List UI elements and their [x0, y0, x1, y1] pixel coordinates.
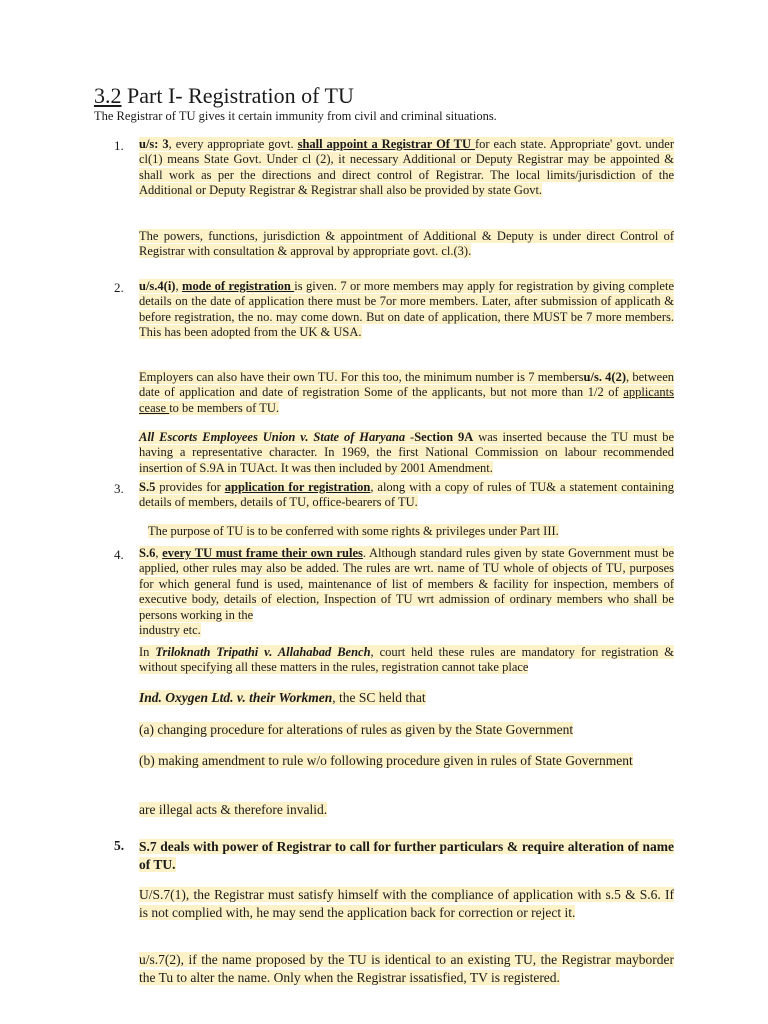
item-5-title: S.7 deals with power of Registrar to call for further particulars & require alteration of name of TU. [139, 839, 674, 872]
section-title: Part I- Registration of TU [121, 83, 354, 108]
section-heading [94, 82, 354, 110]
item-4-para-1: S.6, every TU must frame their own rules. Although standard rules given by state Government must be applied, other rules may also be added. The rules are wrt. name of TU whole of objects of TU, purposes for which general fund is used, maintenance of list of members & facility for inspection, members of executive body, details of election, Inspection of TU wrt admission of ordinary members who shall be persons working in the industry etc. [139, 546, 675, 638]
item-1-para-1: u/s: 3, every appropriate govt. shall appoint a Registrar Of TU for each state. Appropriate' govt. under cl(1) means State Govt. Under cl (2), it necessary Additional or Deputy Registrar may be appointed & shall work as per the directions and direct control of Registrar. The local limits/jurisdiction of the Additional or Deputy Registrar & Registrar shall also be provided by state Govt. [139, 137, 674, 198]
list-number-1: 1. [114, 138, 124, 153]
item-3-para-2: The purpose of TU is to be conferred with some rights & privileges under Part III. [148, 524, 559, 538]
item-4-para-4: (a) changing procedure for alterations of rules as given by the State Government [139, 722, 574, 737]
section-number: 3.2 [94, 83, 122, 108]
list-number-2: 2. [114, 280, 124, 295]
item-5-para-2: u/s.7(2), if the name proposed by the TU is identical to an existing TU, the Registrar mayborder the Tu to alter the name. Only when the Registrar issatisfied, TV is registered. [139, 952, 674, 985]
item-2-para-2: Employers can also have their own TU. For this too, the minimum number is 7 membersu/s. 4(2), between date of application and date of registration Some of the applicants, but not more than 1/2 of applicants cease to be members of TU. [139, 370, 674, 415]
item-4-para-2: In Triloknath Tripathi v. Allahabad Bench, court held these rules are mandatory for registration & without specifying all these matters in the rules, registration cannot take place [139, 645, 674, 675]
item-2-para-3: All Escorts Employees Union v. State of Haryana -Section 9A was inserted because the TU must be having a representative character. In 1969, the first National Commission on labour recommended insertion of S.9A in TUAct. It was then included by 2001 Amendment. [139, 430, 675, 475]
item-2-para-1: u/s.4(i), mode of registration is given. 7 or more members may apply for registration by giving complete details on the date of application there must be 7or more members. Later, after submission of applicath & before registration, the no. may come down. But on date of application, there MUST be 7 more members. This has been adopted from the UK & USA. [139, 279, 675, 340]
intro-text: The Registrar of TU gives it certain immunity from civil and criminal situations. [94, 109, 497, 123]
list-number-3: 3. [114, 481, 124, 496]
item-1-para-2: The powers, functions, jurisdiction & appointment of Additional & Deputy is under direct Control of Registrar with consultation & approval by appropriate govt. cl.(3). [139, 229, 674, 259]
item-5-para-1: U/S.7(1), the Registrar must satisfy himself with the compliance of application with s.5 & S.6. If is not complied with, he may send the application back for correction or reject it. [139, 887, 674, 920]
item-4-para-3: Ind. Oxygen Ltd. v. their Workmen, the SC held that [139, 690, 426, 705]
list-number-4: 4. [114, 547, 124, 562]
item-3-para-1: S.5 provides for application for registration, along with a copy of rules of TU& a statement containing details of members, details of TU, office-bearers of TU. [139, 480, 675, 510]
list-number-5: 5. [114, 838, 125, 853]
item-4-para-5: (b) making amendment to rule w/o following procedure given in rules of State Government [139, 753, 633, 768]
item-4-para-6: are illegal acts & therefore invalid. [139, 802, 328, 817]
